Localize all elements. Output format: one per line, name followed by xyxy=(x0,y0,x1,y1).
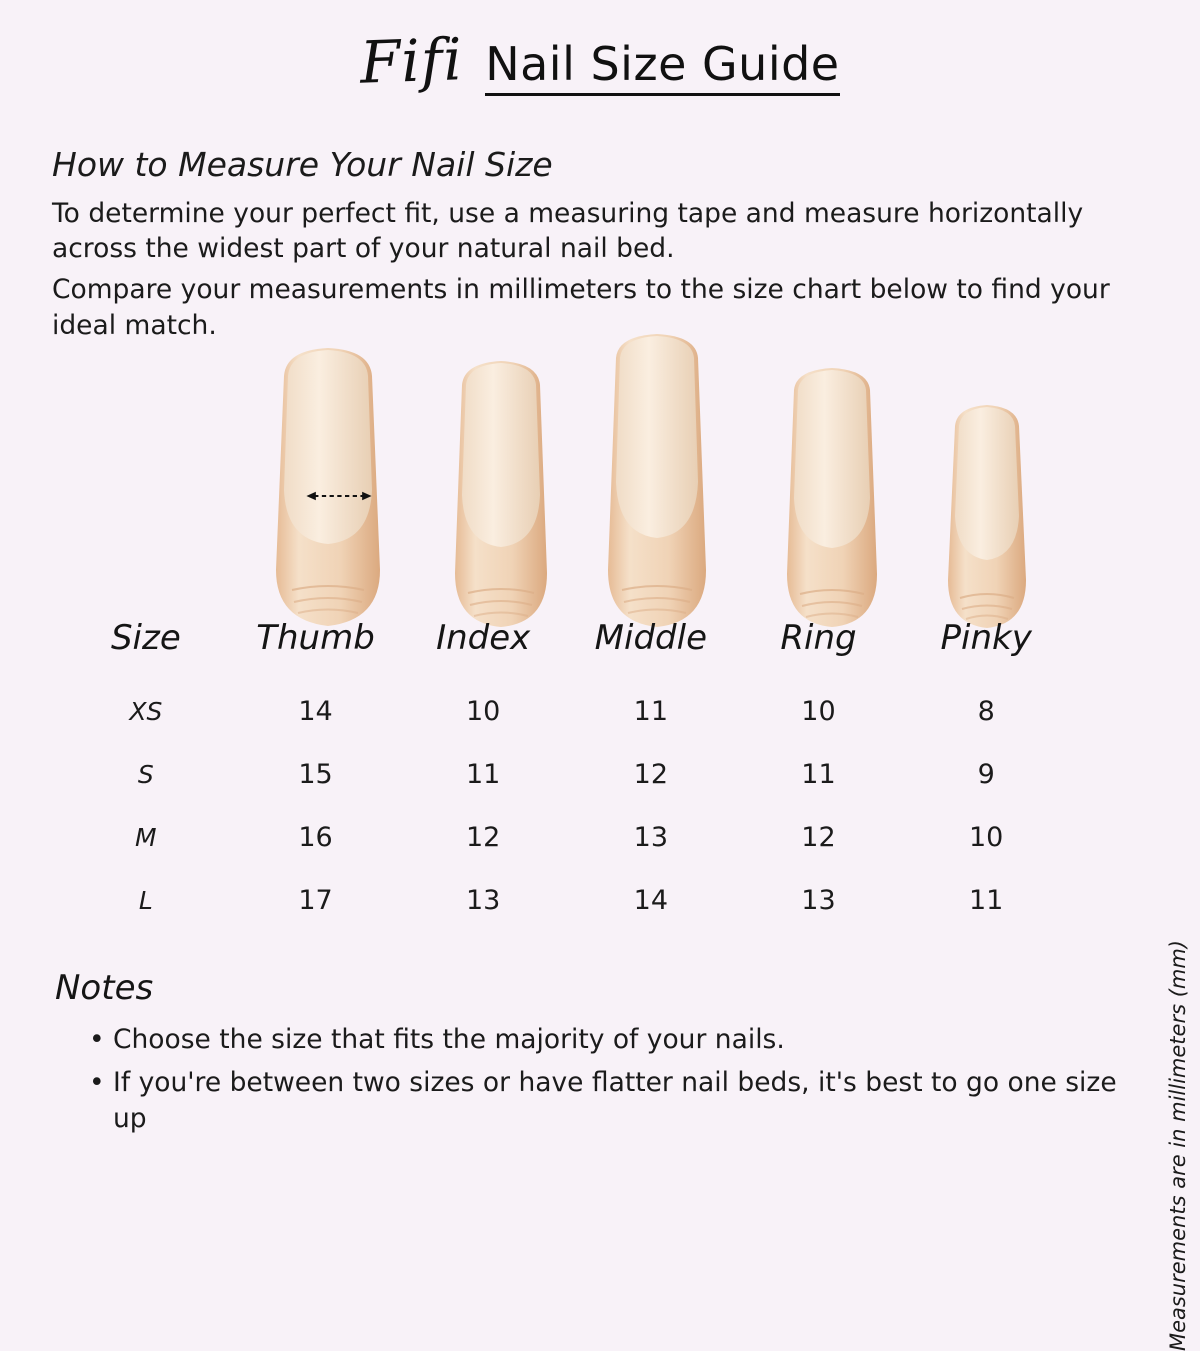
cell-ring: 12 xyxy=(801,822,836,853)
thumb-finger-icon xyxy=(268,340,388,630)
bullet-icon: • xyxy=(89,1024,105,1055)
cell-middle: 14 xyxy=(633,885,668,916)
column-header-index: Index xyxy=(436,618,531,658)
measure-arrow-icon xyxy=(300,490,378,502)
cell-index: 11 xyxy=(465,759,501,790)
table-row xyxy=(60,869,1070,932)
measurements-unit-note-label: Measurements are in millimeters (mm) xyxy=(1166,940,1190,1351)
note-text: Choose the size that fits the majority of your nails. xyxy=(113,1024,785,1055)
cell-middle: 12 xyxy=(633,759,668,790)
page-header xyxy=(0,25,1200,97)
cell-size: M xyxy=(135,823,157,852)
column-header-size: Size xyxy=(110,618,181,658)
cell-middle: 11 xyxy=(633,696,668,727)
measurements-unit-note xyxy=(1140,520,1190,1351)
cell-size: S xyxy=(137,760,154,789)
middle-finger-icon xyxy=(598,330,716,630)
cell-pinky: 8 xyxy=(977,696,995,727)
intro-section xyxy=(52,145,1152,349)
intro-heading: How to Measure Your Nail Size xyxy=(52,145,553,184)
cell-size: XS xyxy=(129,697,163,726)
notes-section xyxy=(55,968,1155,1144)
intro-paragraph-2: Compare your measurements in millimeters to the size chart below to find your ideal match. xyxy=(52,274,1110,341)
cell-ring: 11 xyxy=(801,759,836,790)
cell-ring: 13 xyxy=(801,885,836,916)
finger-pinky-illustration xyxy=(940,400,1036,630)
column-header-middle: Middle xyxy=(594,618,707,658)
cell-ring: 10 xyxy=(801,696,836,727)
nails-illustration xyxy=(0,330,1200,630)
index-finger-icon xyxy=(446,355,556,630)
brand-logo: Fifi xyxy=(359,25,465,97)
notes-list xyxy=(55,1022,1155,1138)
pinky-finger-icon xyxy=(940,400,1036,630)
cell-size: L xyxy=(138,886,153,915)
table-row xyxy=(60,806,1070,869)
ring-finger-icon xyxy=(778,362,888,630)
page-title: Nail Size Guide xyxy=(485,41,839,96)
note-text: If you're between two sizes or have flatter nail beds, it's best to go one size up xyxy=(113,1066,1117,1135)
cell-thumb: 14 xyxy=(298,696,333,727)
cell-pinky: 9 xyxy=(977,759,995,790)
cell-thumb: 16 xyxy=(298,822,333,853)
cell-pinky: 10 xyxy=(968,822,1004,853)
intro-paragraph-1: To determine your perfect fit, use a measuring tape and measure horizontally across the widest part of your natural nail bed. xyxy=(52,198,1084,265)
table-row xyxy=(60,680,1070,743)
list-item xyxy=(89,1022,1155,1059)
cell-index: 12 xyxy=(465,822,501,853)
cell-index: 10 xyxy=(465,696,501,727)
table-header-row xyxy=(60,612,1070,680)
finger-middle-illustration xyxy=(598,330,716,630)
finger-thumb-illustration xyxy=(268,340,388,630)
list-item xyxy=(89,1065,1155,1138)
column-header-ring: Ring xyxy=(780,618,857,658)
column-header-pinky: Pinky xyxy=(940,618,1032,658)
finger-index-illustration xyxy=(446,355,556,630)
cell-thumb: 17 xyxy=(298,885,333,916)
bullet-icon: • xyxy=(89,1066,105,1098)
size-chart-table xyxy=(60,612,1070,932)
size-chart xyxy=(60,612,1070,932)
column-header-thumb: Thumb xyxy=(256,618,375,658)
notes-heading: Notes xyxy=(55,968,154,1008)
cell-middle: 13 xyxy=(633,822,668,853)
cell-pinky: 11 xyxy=(968,885,1004,916)
cell-thumb: 15 xyxy=(298,759,333,790)
cell-index: 13 xyxy=(465,885,501,916)
table-row xyxy=(60,743,1070,806)
finger-ring-illustration xyxy=(778,362,888,630)
